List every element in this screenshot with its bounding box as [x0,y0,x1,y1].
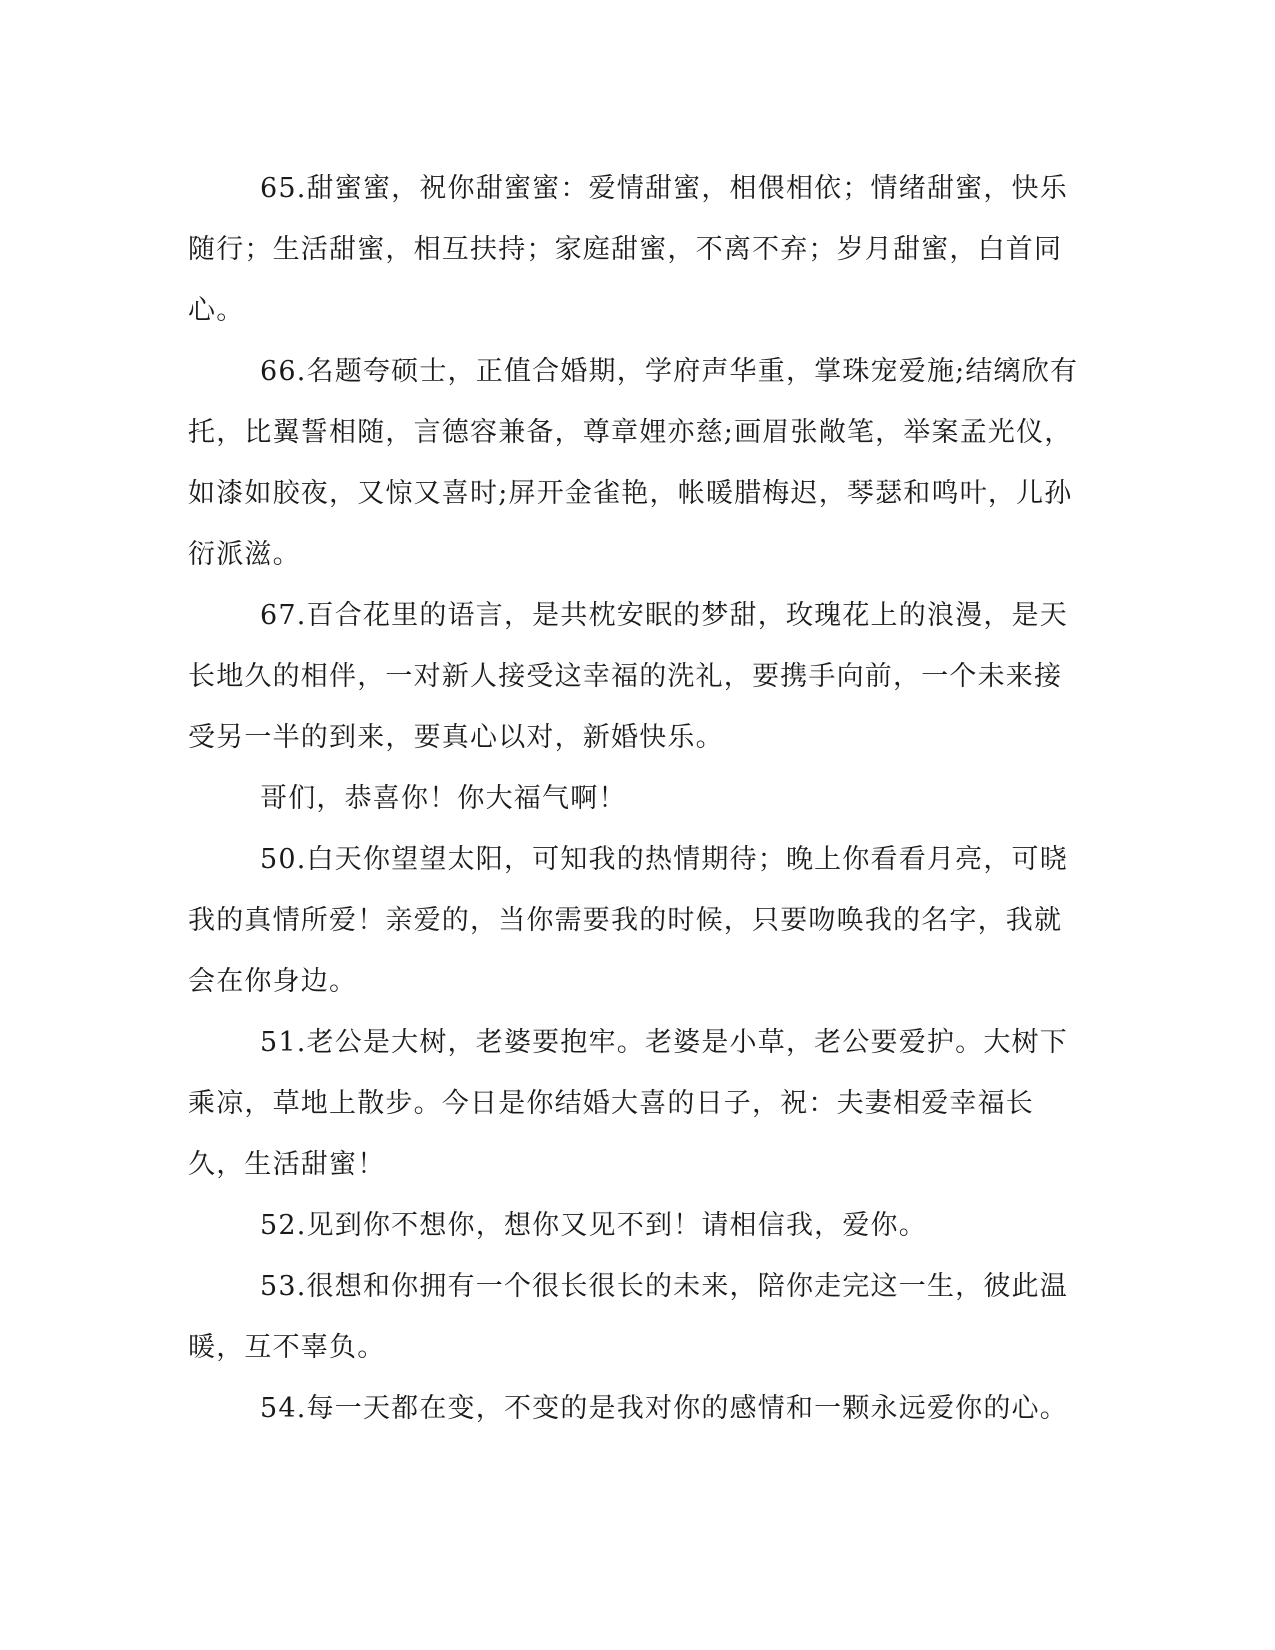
paragraph-53: 53.很想和你拥有一个很长很长的未来，陪你走完这一生，彼此温暖，互不辜负。 [188,1271,1068,1363]
paragraph-51: 51.老公是大树，老婆要抱牢。老婆是小草，老公要爱护。大树下乘凉，草地上散步。今日是你结婚大喜的日子，祝：夫妻相爱幸福长久，生活甜蜜！ [188,1027,1068,1180]
paragraph-65: 65.甜蜜蜜，祝你甜蜜蜜：爱情甜蜜，相偎相依；情绪甜蜜，快乐随行；生活甜蜜，相互扶持；家庭甜蜜，不离不弃；岁月甜蜜，白首同心。 [188,173,1068,326]
paragraph-52: 52.见到你不想你，想你又见不到！请相信我，爱你。 [260,1210,927,1241]
paragraph-54: 54.每一天都在变，不变的是我对你的感情和一颗永远爱你的心。 [260,1393,1068,1424]
paragraph-congrats: 哥们，恭喜你！你大福气啊！ [260,783,627,814]
document-body [188,158,1088,1439]
paragraph-50: 50.白天你望望太阳，可知我的热情期待；晚上你看看月亮，可晓我的真情所爱！亲爱的，当你需要我的时候，只要吻唤我的名字，我就会在你身边。 [188,844,1068,997]
paragraph-66: 66.名题夸硕士，正值合婚期，学府声华重，掌珠宠爱施;结缡欣有托，比翼誓相随，言德容兼备，尊章娌亦慈;画眉张敞笔，举案孟光仪，如漆如胶夜，又惊又喜时;屏开金雀艳，帐暖腊梅迟，琴瑟和鸣叶，儿孙衍派滋。 [188,356,1079,570]
paragraph-67: 67.百合花里的语言，是共枕安眠的梦甜，玫瑰花上的浪漫，是天长地久的相伴，一对新人接受这幸福的洗礼，要携手向前，一个未来接受另一半的到来，要真心以对，新婚快乐。 [188,600,1068,753]
